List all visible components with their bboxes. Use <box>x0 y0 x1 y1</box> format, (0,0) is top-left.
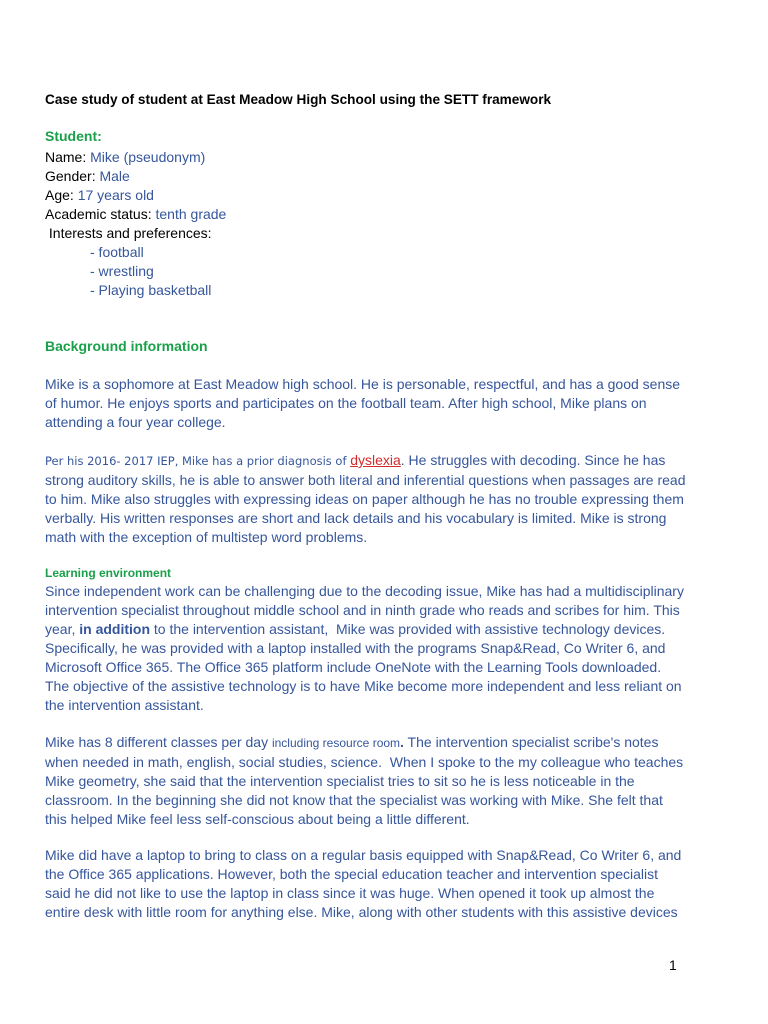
paragraph-line: entire desk with little room for anything else. Mike, along with other students with this assistive devices <box>45 904 678 920</box>
paragraph-line: strong auditory skills, he is able to answer both literal and inferential questions when passages are read <box>45 472 686 488</box>
name-label: Name: <box>45 149 91 165</box>
in-addition-text: in addition <box>79 621 151 637</box>
student-name-line <box>45 148 735 167</box>
paragraph-line: said he did not like to use the laptop in class since it was huge. When opened it took up almost the <box>45 885 655 901</box>
paragraph-line <box>45 451 735 471</box>
paragraph-line: the Office 365 applications. However, both the special education teacher and intervention specialist <box>45 866 659 882</box>
after-text: to the intervention assistant, Mike was provided with assistive technology devices. <box>150 621 666 637</box>
interest-item: - wrestling <box>90 263 154 279</box>
period: . <box>400 734 404 750</box>
interest-item: - football <box>90 244 144 260</box>
classes-text: Mike has 8 different classes per day <box>45 734 272 750</box>
paragraph-line: of humor. He enjoys sports and participates on the football team. After high school, Mike plans on <box>45 395 647 411</box>
paragraph-line: math with the exception of multistep word problems. <box>45 529 368 545</box>
environment-heading: Learning environment <box>45 566 172 580</box>
environment-paragraph-3 <box>45 846 735 922</box>
background-paragraph-1 <box>45 375 735 432</box>
status-label: Academic status: <box>45 206 156 222</box>
paragraph-line: when needed in math, english, social studies, science. When I spoke to the my colleague who teaches <box>45 754 684 770</box>
age-label: Age: <box>45 187 78 203</box>
resource-room-text: including resource room <box>271 736 401 750</box>
paragraph-line: this helped Mike feel less self-conscious about being a little different. <box>45 811 470 827</box>
student-age-line <box>45 186 735 205</box>
paragraph-line: attending a four year college. <box>45 414 226 430</box>
paragraph-line: Since independent work can be challenging due to the decoding issue, Mike has had a multidisciplinary <box>45 583 684 599</box>
paragraph-line: Microsoft Office 365. The Office 365 platform include OneNote with the Learning Tools downloaded. <box>45 659 662 675</box>
background-paragraph-2 <box>45 451 735 547</box>
paragraph-line <box>45 620 735 639</box>
paragraph-line: the intervention assistant. <box>45 697 204 713</box>
student-status-line <box>45 205 735 224</box>
paragraph-line: Specifically, he was provided with a laptop installed with the programs Snap&Read, Co Writer 6, and <box>45 640 666 656</box>
paragraph-line: Mike did have a laptop to bring to class on a regular basis equipped with Snap&Read, Co Writer 6, and <box>45 847 682 863</box>
interest-item: - Playing basketball <box>90 282 212 298</box>
paragraph-line <box>45 733 735 753</box>
status-value: tenth grade <box>155 206 227 222</box>
paragraph-line: Mike geometry, she said that the intervention specialist tries to sit so he is less noticeable in the <box>45 773 635 789</box>
iep-first-rest: . He struggles with decoding. Since he has <box>400 452 666 468</box>
environment-paragraph-1 <box>45 582 735 715</box>
scribe-text: The intervention specialist scribe's notes <box>403 734 659 750</box>
environment-paragraph-2 <box>45 733 735 829</box>
paragraph-line: to him. Mike also struggles with expressing ideas on paper although he has no trouble expressing them <box>45 491 684 507</box>
gender-label: Gender: <box>45 168 100 184</box>
paragraph-line: intervention specialist throughout middle school and in ninth grade who reads and scribes for him. This <box>45 602 680 618</box>
name-value: Mike (pseudonym) <box>90 149 206 165</box>
student-gender-line <box>45 167 735 186</box>
age-value: 17 years old <box>77 187 154 203</box>
paragraph-line: verbally. His written responses are short and lack details and his vocabulary is limited. Mike is strong <box>45 510 667 526</box>
year-text: year, <box>45 621 80 637</box>
student-heading: Student: <box>45 128 102 144</box>
paragraph-line: The objective of the assistive technology is to have Mike become more independent and less reliant on <box>45 678 682 694</box>
interests-label: Interests and preferences: <box>45 225 212 241</box>
gender-value: Male <box>99 168 130 184</box>
paragraph-line: classroom. In the beginning she did not know that the specialist was working with Mike. She felt that <box>45 792 663 808</box>
iep-prefix: Per his 2016- 2017 IEP, Mike has a prior diagnosis of <box>45 454 351 468</box>
paragraph-line: Mike is a sophomore at East Meadow high school. He is personable, respectful, and has a good sense <box>45 376 681 392</box>
document-title: Case study of student at East Meadow High School using the SETT framework <box>45 92 552 107</box>
page-number: 1 <box>669 957 677 973</box>
dyslexia-link[interactable]: dyslexia <box>350 452 401 468</box>
background-heading: Background information <box>45 338 208 354</box>
